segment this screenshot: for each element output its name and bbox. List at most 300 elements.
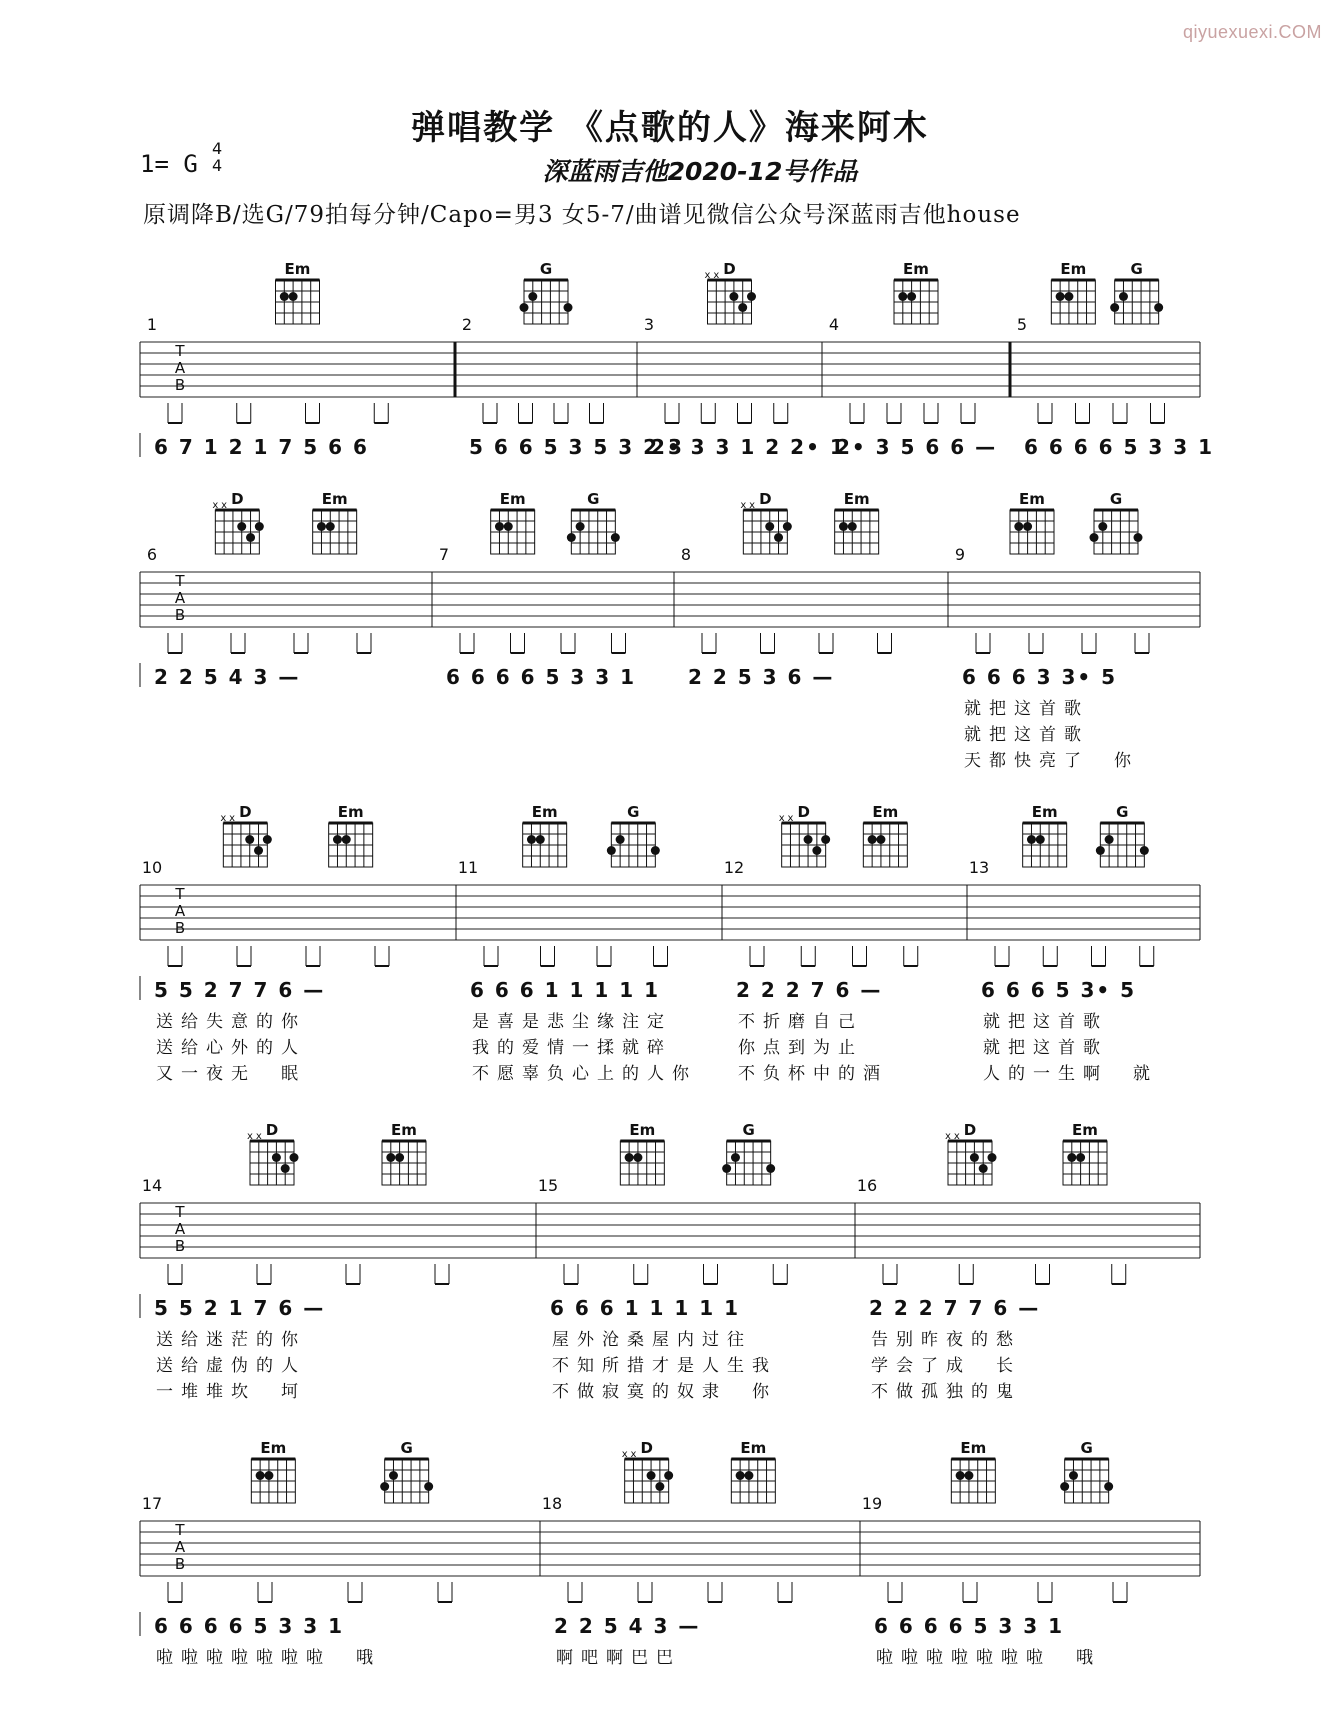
chord-diagram-g xyxy=(567,490,620,554)
lyric-line: 不知所措才是人生我 xyxy=(552,1356,777,1376)
finger-dot xyxy=(651,846,660,855)
time-signature-top: 4 xyxy=(212,139,223,158)
finger-dot xyxy=(1140,846,1149,855)
finger-dot xyxy=(264,1471,273,1480)
chord-name: Em xyxy=(903,260,929,278)
finger-dot xyxy=(1027,835,1036,844)
chord-grid xyxy=(611,823,655,867)
finger-dot xyxy=(804,835,813,844)
chord-name: G xyxy=(1130,260,1143,278)
chord-grid xyxy=(215,510,259,554)
chord-name: G xyxy=(587,490,600,508)
finger-dot xyxy=(970,1153,979,1162)
lyric-line: 送给失意的你 xyxy=(156,1012,306,1032)
tab-clef-letter: A xyxy=(174,359,186,377)
finger-dot xyxy=(744,1471,753,1480)
chord-grid xyxy=(951,1459,995,1503)
finger-dot xyxy=(254,846,263,855)
finger-dot xyxy=(246,533,255,542)
finger-dot xyxy=(633,1153,642,1162)
rhythm-stems xyxy=(702,633,892,653)
chord-diagram-em xyxy=(1010,490,1054,554)
time-signature-bottom: 4 xyxy=(212,156,223,175)
tab-clef-letter: A xyxy=(174,902,186,920)
chord-diagram-em xyxy=(620,1121,664,1185)
finger-dot xyxy=(263,835,272,844)
tab-clef-letter: B xyxy=(174,376,186,394)
chord-diagram-em xyxy=(1051,260,1095,324)
chord-name: D xyxy=(239,803,252,821)
chord-grid xyxy=(223,823,267,867)
finger-dot xyxy=(898,292,907,301)
chord-name: Em xyxy=(284,260,311,278)
jianpu-notation: 5 5 2 1 7 6 — xyxy=(154,1296,326,1320)
chord-diagram-em xyxy=(835,490,879,554)
chord-diagram-g xyxy=(380,1439,433,1503)
finger-dot xyxy=(245,835,254,844)
chord-name: D xyxy=(640,1439,653,1457)
tab-clef-letter: B xyxy=(174,1555,186,1573)
finger-dot xyxy=(386,1153,395,1162)
rhythm-stems xyxy=(168,633,371,653)
chord-name: Em xyxy=(1060,260,1087,278)
chord-grid xyxy=(385,1459,429,1503)
chord-grid xyxy=(782,823,826,867)
finger-dot xyxy=(317,522,326,531)
chord-grid xyxy=(731,1459,775,1503)
chord-diagram-em xyxy=(951,1439,995,1503)
jianpu-notation: 6 7 1 2 1 7 5 6 6 xyxy=(154,435,369,459)
jianpu-notation: 6 6 6 1 1 1 1 1 xyxy=(550,1296,741,1320)
chord-name: Em xyxy=(1072,1121,1098,1139)
chord-diagram-g xyxy=(1090,490,1143,554)
lyric-line: 人的一生啊 就 xyxy=(983,1064,1158,1084)
song-title: 弹唱教学 《点歌的人》海来阿木 xyxy=(411,108,929,148)
chord-diagram-d xyxy=(945,1121,996,1185)
measure-number: 18 xyxy=(541,1494,563,1513)
chord-diagram-em xyxy=(731,1439,775,1503)
finger-dot xyxy=(616,835,625,844)
finger-dot xyxy=(424,1482,433,1491)
measure-number: 8 xyxy=(680,545,692,564)
finger-dot xyxy=(1119,292,1128,301)
tab-staff xyxy=(140,572,1200,627)
finger-dot xyxy=(1023,522,1032,531)
chord-name: G xyxy=(1109,490,1123,508)
finger-dot xyxy=(504,522,513,531)
tab-clef-letter: B xyxy=(174,1237,186,1255)
rhythm-stems xyxy=(168,1582,452,1602)
finger-dot xyxy=(907,292,916,301)
chord-diagram-d xyxy=(247,1121,298,1185)
finger-dot xyxy=(766,1164,775,1173)
chord-grid xyxy=(1023,823,1067,867)
chord-grid xyxy=(382,1141,426,1185)
chord-diagram-em xyxy=(329,803,373,867)
chord-name: Em xyxy=(321,490,348,508)
tab-clef-letter: T xyxy=(175,1203,185,1221)
chord-diagram-g xyxy=(520,260,573,324)
chord-grid xyxy=(625,1459,669,1503)
finger-dot xyxy=(528,292,537,301)
chord-grid xyxy=(1065,1459,1109,1503)
measure-number: 7 xyxy=(438,545,450,564)
finger-dot xyxy=(1154,303,1163,312)
rhythm-stems xyxy=(1038,403,1165,423)
measure-number: 3 xyxy=(643,315,655,334)
muted-string-mark: x xyxy=(621,1449,628,1460)
measure-number: 13 xyxy=(968,858,990,877)
finger-dot xyxy=(1110,303,1119,312)
finger-dot xyxy=(255,522,264,531)
chord-grid xyxy=(727,1141,771,1185)
chord-grid xyxy=(491,510,535,554)
lyric-line: 送给心外的人 xyxy=(156,1038,306,1058)
lyric-line: 屋外沧桑屋内过往 xyxy=(552,1330,752,1350)
chord-diagram-g xyxy=(1110,260,1163,324)
chord-diagram-g xyxy=(1096,803,1149,867)
chord-name: D xyxy=(963,1121,977,1139)
rhythm-stems xyxy=(850,403,975,423)
jianpu-notation: 2 2 5 3 6 — xyxy=(688,665,835,689)
chord-diagram-d xyxy=(740,490,791,554)
measure-number: 15 xyxy=(537,1176,559,1195)
finger-dot xyxy=(1069,1471,1078,1480)
measure-number: 17 xyxy=(141,1494,163,1513)
finger-dot xyxy=(664,1471,673,1480)
chord-diagram-em xyxy=(1023,803,1067,867)
finger-dot xyxy=(956,1471,965,1480)
muted-string-mark: x xyxy=(630,1449,637,1460)
chord-name: G xyxy=(1080,1439,1093,1457)
chord-name: Em xyxy=(391,1121,417,1139)
chord-grid xyxy=(1094,510,1138,554)
chord-diagram-g xyxy=(722,1121,775,1185)
rhythm-stems xyxy=(976,633,1149,653)
finger-dot xyxy=(774,533,783,542)
chord-name: Em xyxy=(531,803,558,821)
system-4 xyxy=(140,1176,1126,1402)
muted-string-mark: x xyxy=(740,500,747,511)
rhythm-stems xyxy=(168,1264,449,1284)
finger-dot xyxy=(812,846,821,855)
finger-dot xyxy=(495,522,504,531)
chord-diagram-d xyxy=(779,803,830,867)
chord-name: Em xyxy=(960,1439,987,1457)
chord-name: D xyxy=(759,490,772,508)
finger-dot xyxy=(1096,846,1105,855)
finger-dot xyxy=(1134,533,1143,542)
tab-staff xyxy=(140,885,1200,940)
chord-diagram-em xyxy=(863,803,907,867)
finger-dot xyxy=(1105,835,1114,844)
chord-name: G xyxy=(742,1121,755,1139)
chord-grid xyxy=(523,823,567,867)
finger-dot xyxy=(342,835,351,844)
chord-name: D xyxy=(231,490,244,508)
jianpu-notation: 6 6 6 1 1 1 1 1 xyxy=(470,978,661,1002)
tab-clef-letter: T xyxy=(175,572,185,590)
finger-dot xyxy=(237,522,246,531)
finger-dot xyxy=(520,303,529,312)
lyric-line: 不愿辜负心上的人你 xyxy=(472,1064,697,1084)
tab-clef-letter: T xyxy=(175,885,185,903)
finger-dot xyxy=(289,292,298,301)
chord-grid xyxy=(250,1141,294,1185)
finger-dot xyxy=(747,292,756,301)
chord-grid xyxy=(1010,510,1054,554)
lyric-line: 天都快亮了 你 xyxy=(964,751,1139,771)
muted-string-mark: x xyxy=(787,813,794,824)
lyric-line: 不做寂寞的奴隶 你 xyxy=(552,1382,777,1402)
chord-grid xyxy=(1100,823,1144,867)
chord-name: Em xyxy=(337,803,364,821)
arrangement-info: 原调降B/选G/79拍每分钟/Capo=男3 女5-7/曲谱见微信公众号深蓝雨吉他house xyxy=(143,202,1021,228)
chord-diagram-em xyxy=(313,490,357,554)
chord-diagram-d xyxy=(622,1439,673,1503)
finger-dot xyxy=(380,1482,389,1491)
chord-grid xyxy=(329,823,373,867)
chord-grid xyxy=(620,1141,664,1185)
chord-diagram-em xyxy=(491,490,535,554)
muted-string-mark: x xyxy=(953,1131,960,1142)
measure-number: 14 xyxy=(141,1176,163,1195)
chord-name: G xyxy=(1116,803,1129,821)
lyric-line: 就把这首歌 xyxy=(983,1012,1108,1032)
jianpu-notation: 2• 3 3 1 2 2• 1 xyxy=(651,435,846,459)
rhythm-stems xyxy=(564,1264,787,1284)
chord-name: Em xyxy=(872,803,899,821)
jianpu-notation: 2 2 5 4 3 — xyxy=(554,1614,701,1638)
jianpu-notation: 2 2 2 7 7 6 — xyxy=(869,1296,1041,1320)
measure-number: 2 xyxy=(461,315,473,334)
finger-dot xyxy=(1036,835,1045,844)
chord-diagram-g xyxy=(607,803,660,867)
tab-clef-letter: B xyxy=(174,606,186,624)
jianpu-notation: 6 6 6 6 5 3 3 1 xyxy=(446,665,637,689)
jianpu-notation: 5 6 6 5 3 5 3 2 3 xyxy=(469,435,684,459)
key-signature: 1= G xyxy=(140,150,198,178)
measure-number: 11 xyxy=(457,858,479,877)
finger-dot xyxy=(839,522,848,531)
finger-dot xyxy=(736,1471,745,1480)
finger-dot xyxy=(821,835,830,844)
rhythm-stems xyxy=(995,946,1154,966)
finger-dot xyxy=(647,1471,656,1480)
system-1 xyxy=(140,315,1214,459)
chord-name: Em xyxy=(499,490,526,508)
jianpu-notation: 5 5 2 7 7 6 — xyxy=(154,978,326,1002)
tab-clef-letter: A xyxy=(174,1220,186,1238)
finger-dot xyxy=(389,1471,398,1480)
chord-diagram-d xyxy=(705,260,756,324)
finger-dot xyxy=(333,835,342,844)
tab-staff xyxy=(140,342,1200,397)
chord-name: Em xyxy=(260,1439,287,1457)
chord-grid xyxy=(524,280,568,324)
rhythm-stems xyxy=(888,1582,1127,1602)
system-5 xyxy=(140,1494,1127,1668)
chord-grid xyxy=(1115,280,1159,324)
measure-number: 4 xyxy=(828,315,840,334)
muted-string-mark: x xyxy=(247,1131,253,1142)
chord-grid xyxy=(571,510,615,554)
muted-string-mark: x xyxy=(255,1131,262,1142)
lyric-line: 就把这首歌 xyxy=(983,1038,1108,1058)
chord-diagram-d xyxy=(220,803,271,867)
muted-string-mark: x xyxy=(229,813,236,824)
chord-diagram-em xyxy=(382,1121,426,1185)
finger-dot xyxy=(290,1153,299,1162)
chord-grid xyxy=(743,510,787,554)
chord-grid xyxy=(948,1141,992,1185)
chord-grid xyxy=(1063,1141,1107,1185)
finger-dot xyxy=(607,846,616,855)
finger-dot xyxy=(729,292,738,301)
finger-dot xyxy=(527,835,536,844)
finger-dot xyxy=(655,1482,664,1491)
finger-dot xyxy=(1067,1153,1076,1162)
finger-dot xyxy=(876,835,885,844)
tab-clef-letter: T xyxy=(175,1521,185,1539)
lyric-line: 你点到为止 xyxy=(738,1038,863,1058)
measure-number: 6 xyxy=(146,545,158,564)
lyric-line: 就把这首歌 xyxy=(964,699,1089,719)
chord-grid xyxy=(313,510,357,554)
chord-diagram-em xyxy=(276,260,320,324)
chord-name: Em xyxy=(629,1121,656,1139)
tab-staff xyxy=(140,1203,1200,1258)
finger-dot xyxy=(1060,1482,1069,1491)
rhythm-stems xyxy=(460,633,626,653)
muted-string-mark: x xyxy=(713,270,720,281)
finger-dot xyxy=(722,1164,731,1173)
lyric-line: 不负杯中的酒 xyxy=(738,1064,888,1084)
finger-dot xyxy=(988,1153,997,1162)
measure-number: 12 xyxy=(723,858,745,877)
muted-string-mark: x xyxy=(212,500,219,511)
chord-name: G xyxy=(539,260,553,278)
measure-number: 1 xyxy=(146,315,158,334)
chord-name: G xyxy=(627,803,640,821)
jianpu-notation: 2 2 2 7 6 — xyxy=(736,978,883,1002)
finger-dot xyxy=(625,1153,634,1162)
finger-dot xyxy=(536,835,545,844)
chord-diagram-g xyxy=(1060,1439,1113,1503)
rhythm-stems xyxy=(883,1264,1126,1284)
lyric-line: 啦啦啦啦啦啦啦 哦 xyxy=(156,1648,381,1668)
finger-dot xyxy=(1064,292,1073,301)
chord-grid xyxy=(835,510,879,554)
muted-string-mark: x xyxy=(704,270,711,281)
chord-grid xyxy=(276,280,320,324)
subtitle: 深蓝雨吉他2020-12号作品 xyxy=(542,157,858,186)
finger-dot xyxy=(1076,1153,1085,1162)
finger-dot xyxy=(272,1153,281,1162)
finger-dot xyxy=(611,533,620,542)
muted-string-mark: x xyxy=(778,813,785,824)
chord-grid xyxy=(1051,280,1095,324)
finger-dot xyxy=(765,522,774,531)
chord-name: Em xyxy=(843,490,870,508)
finger-dot xyxy=(326,522,335,531)
system-3 xyxy=(140,858,1158,1084)
rhythm-stems xyxy=(665,403,788,423)
finger-dot xyxy=(576,522,585,531)
system-2 xyxy=(140,545,1149,771)
muted-string-mark: x xyxy=(749,500,756,511)
finger-dot xyxy=(738,303,747,312)
finger-dot xyxy=(868,835,877,844)
tab-clef-letter: A xyxy=(174,1538,186,1556)
lyric-line: 又一夜无 眠 xyxy=(156,1064,306,1084)
chord-name: Em xyxy=(740,1439,767,1457)
jianpu-notation: 6 6 6 6 5 3 3 1 xyxy=(154,1614,345,1638)
chord-grid xyxy=(863,823,907,867)
jianpu-notation: 6 6 6 6 5 3 3 1 xyxy=(874,1614,1065,1638)
tab-clef-letter: A xyxy=(174,589,186,607)
tab-clef-letter: T xyxy=(175,342,185,360)
measure-number: 19 xyxy=(861,1494,883,1513)
measure-number: 10 xyxy=(141,858,163,877)
lyric-line: 送给迷茫的你 xyxy=(156,1330,306,1350)
finger-dot xyxy=(848,522,857,531)
lyric-line: 啦啦啦啦啦啦啦 哦 xyxy=(876,1648,1101,1668)
rhythm-stems xyxy=(750,946,918,966)
jianpu-notation: 6 6 6 3 3• 5 xyxy=(962,665,1118,689)
chord-diagram-em xyxy=(1063,1121,1107,1185)
finger-dot xyxy=(256,1471,265,1480)
tab-clef-letter: B xyxy=(174,919,186,937)
muted-string-mark: x xyxy=(945,1131,951,1142)
rhythm-stems xyxy=(168,946,389,966)
jianpu-notation: 2• 3 5 6 6 — xyxy=(836,435,998,459)
finger-dot xyxy=(1090,533,1099,542)
chord-name: G xyxy=(400,1439,413,1457)
rhythm-stems xyxy=(483,403,604,423)
lyric-line: 不做孤独的鬼 xyxy=(871,1382,1021,1402)
finger-dot xyxy=(567,533,576,542)
chord-name: D xyxy=(265,1121,279,1139)
watermark: qiyuexuexi.COM xyxy=(1182,22,1322,42)
rhythm-stems xyxy=(484,946,668,966)
jianpu-notation: 2 2 5 4 3 — xyxy=(154,665,301,689)
finger-dot xyxy=(1104,1482,1113,1491)
measure-number: 16 xyxy=(856,1176,878,1195)
chord-grid xyxy=(708,280,752,324)
finger-dot xyxy=(979,1164,988,1173)
chord-name: Em xyxy=(1019,490,1045,508)
rhythm-stems xyxy=(568,1582,792,1602)
lyric-line: 就把这首歌 xyxy=(964,725,1089,745)
lyric-line: 送给虚伪的人 xyxy=(156,1356,306,1376)
finger-dot xyxy=(1098,522,1107,531)
chord-diagram-em xyxy=(894,260,938,324)
chord-name: D xyxy=(723,260,736,278)
muted-string-mark: x xyxy=(220,813,227,824)
finger-dot xyxy=(281,1164,290,1173)
finger-dot xyxy=(1014,522,1023,531)
lyric-line: 啊吧啊巴巴 xyxy=(556,1648,681,1668)
jianpu-notation: 6 6 6 5 3• 5 xyxy=(981,978,1137,1002)
chord-grid xyxy=(251,1459,295,1503)
chord-name: D xyxy=(797,803,810,821)
chord-grid xyxy=(894,280,938,324)
finger-dot xyxy=(395,1153,404,1162)
measure-number: 5 xyxy=(1016,315,1028,334)
rhythm-stems xyxy=(168,403,388,423)
finger-dot xyxy=(964,1471,973,1480)
